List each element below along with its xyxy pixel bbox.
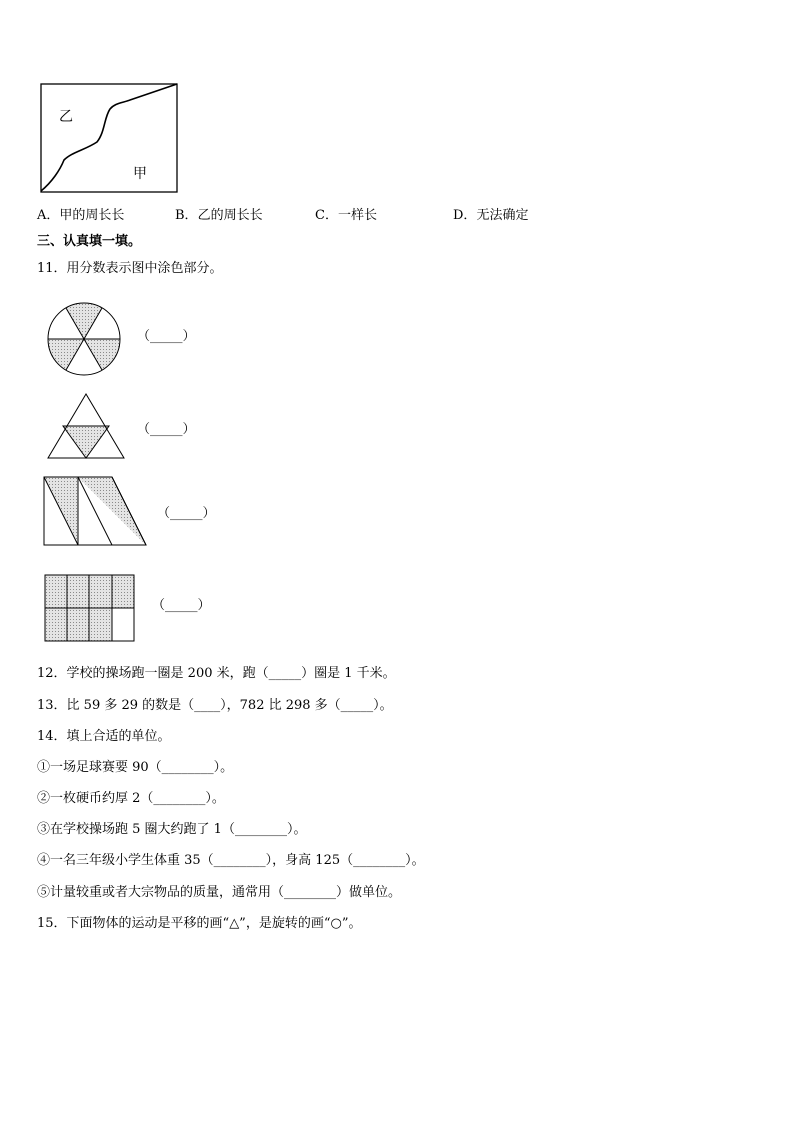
option-b: B．乙的周长长 <box>175 208 263 223</box>
q11-blank-1[interactable]: （_____） <box>137 329 196 344</box>
q11-stem: 11．用分数表示图中涂色部分。 <box>37 261 223 276</box>
option-d: D．无法确定 <box>453 208 529 223</box>
q11-blank-2[interactable]: （_____） <box>137 422 196 437</box>
q13: 13．比 59 多 29 的数是（____），782 比 298 多（_____）。 <box>37 698 393 713</box>
q10-figure <box>41 84 177 192</box>
q12: 12．学校的操场跑一圈是 200 米，跑（_____）圈是 1 千米。 <box>37 666 396 681</box>
q11-triangle-figure <box>48 394 124 458</box>
label-yi: 乙 <box>59 109 73 125</box>
q14-item-2: ②一枚硬币约厚 2（________）。 <box>37 791 225 806</box>
q14-item-4: ④一名三年级小学生体重 35（________），身高 125（________）。 <box>37 853 425 868</box>
dividing-curve <box>41 84 177 191</box>
q11-grid-figure <box>45 575 134 641</box>
q11-blank-4[interactable]: （_____） <box>152 598 211 613</box>
q15: 15．下面物体的运动是平移的画“△”，是旋转的画“○”。 <box>37 916 362 931</box>
q11-parallelogram-figure <box>44 477 146 545</box>
q11-blank-3[interactable]: （_____） <box>157 506 216 521</box>
option-c: C．一样长 <box>315 208 377 223</box>
q14-stem: 14．填上合适的单位。 <box>37 729 171 744</box>
option-a: A．甲的周长长 <box>37 208 125 223</box>
q14-item-3: ③在学校操场跑 5 圈大约跑了 1（________）。 <box>37 822 307 837</box>
section-title: 三、认真填一填。 <box>37 234 142 249</box>
q14-item-1: ①一场足球赛要 90（________）。 <box>37 760 234 775</box>
q14-item-5: ⑤计量较重或者大宗物品的质量，通常用（________）做单位。 <box>37 885 402 900</box>
q11-circle-figure <box>48 303 120 375</box>
label-jia: 甲 <box>133 166 147 182</box>
